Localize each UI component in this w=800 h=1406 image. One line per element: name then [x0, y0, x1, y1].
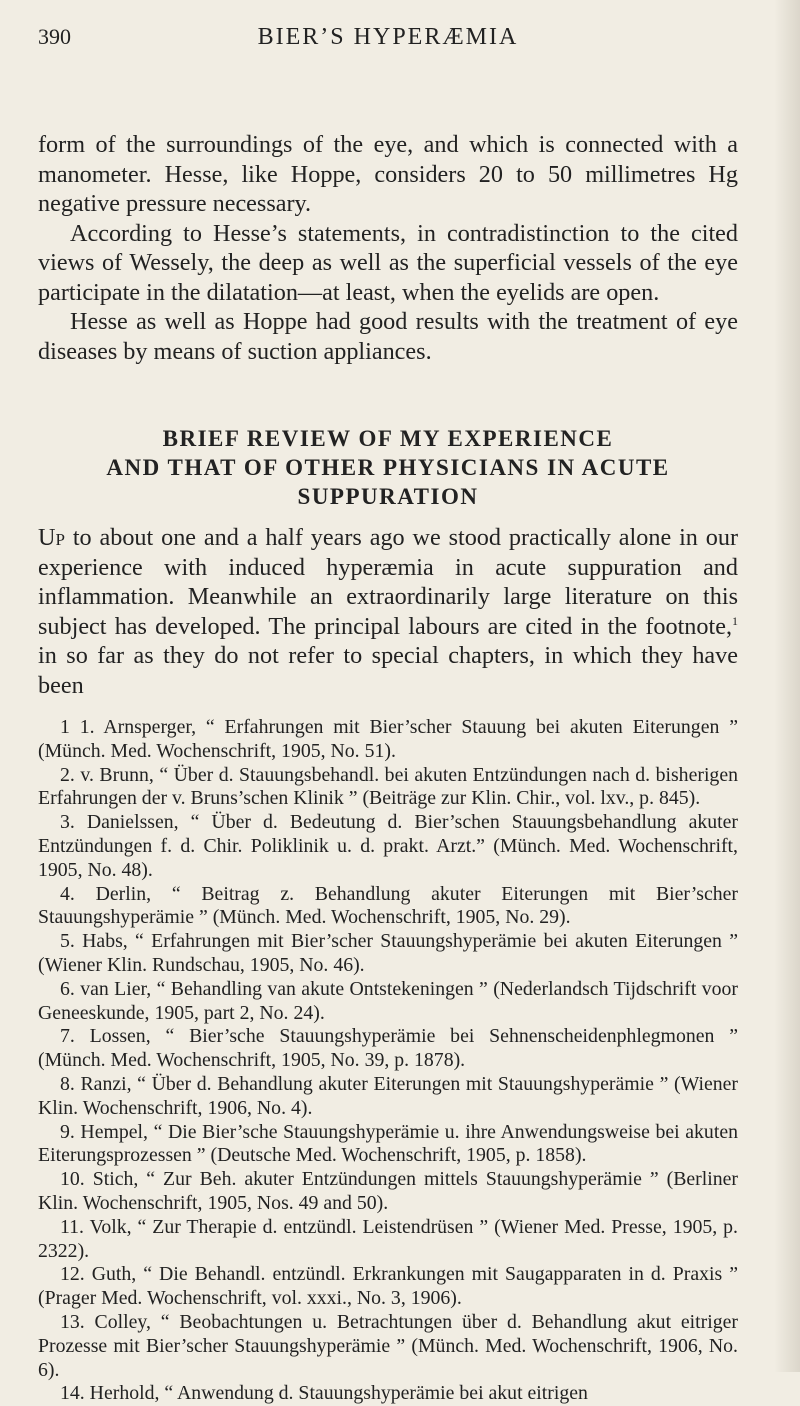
- page-edge-shadow: [774, 0, 800, 1372]
- footnotes: [38, 716, 738, 1406]
- paragraph: According to Hesse’s statements, in contradistinction to the cited views of Wessely, the deep as well as the superficial vessels of the eye participate in the dilatation—at least, when the eyelids are open.: [38, 219, 738, 306]
- footnote-entry: 9. Hempel, “ Die Bier’sche Stauungshyperämie u. ihre Anwendungsweise bei akuten Eiterungsprozessen ” (Deutsche Med. Wochenschrift, 1905, p. 1858).: [38, 1120, 738, 1167]
- footnote-entry: 3. Danielssen, “ Über d. Bedeutung d. Bier’schen Stauungsbehandlung akuter Entzündungen f. d. Chir. Poliklinik u. d. prakt. Arzt.” (Münch. Med. Wochenschrift, 1905, No. 48).: [38, 811, 738, 881]
- page-number: 390: [38, 24, 71, 49]
- footnote-entry: 12. Guth, “ Die Behandl. entzündl. Erkrankungen mit Saugapparaten in d. Praxis ” (Prager Med. Wochenschrift, vol. xxxi., No. 3, 1906).: [38, 1263, 738, 1310]
- paragraph-text: in so far as they do not refer to special chapters, in which they have been: [38, 642, 738, 699]
- paragraph: form of the surroundings of the eye, and which is connected with a manometer. Hesse, like Hoppe, considers 20 to 50 millimetres Hg negative pressure necessary.: [38, 131, 738, 217]
- footnote-entry: 2. v. Brunn, “ Über d. Stauungsbehandl. bei akuten Entzündungen nach d. bisherigen Erfahrungen der v. Bruns’schen Klinik ” (Beiträge zur Klin. Chir., vol. lxv., p. 845).: [38, 763, 738, 810]
- footnote-entry: 8. Ranzi, “ Über d. Behandlung akuter Eiterungen mit Stauungshyperämie ” (Wiener Klin. Wochenschrift, 1906, No. 4).: [38, 1072, 738, 1119]
- footnote-entry: 1 1. Arnsperger, “ Erfahrungen mit Bier’scher Stauung bei akuten Eiterungen ” (Münch. Med. Wochenschrift, 1905, No. 51).: [38, 716, 738, 762]
- lead-word: Up: [38, 524, 65, 551]
- footnote-entry: 13. Colley, “ Beobachtungen u. Betrachtungen über d. Behandlung akut eitriger Prozesse mit Bier’scher Stauungshyperämie ” (Münch. Med. Wochenschrift, 1906, No. 6).: [38, 1310, 738, 1381]
- footnote-ref: 1: [732, 613, 738, 628]
- footnote-entry: 5. Habs, “ Erfahrungen mit Bier’scher Stauungshyperämie bei akuten Eiterungen ” (Wiener Klin. Rundschau, 1905, No. 46).: [38, 930, 738, 976]
- footnote-entry: 4. Derlin, “ Beitrag z. Behandlung akuter Eiterungen mit Bier’scher Stauungshyperämie ” (Münch. Med. Wochenschrift, 1905, No. 29).: [38, 882, 738, 929]
- footnote-entry: 10. Stich, “ Zur Beh. akuter Entzündungen mittels Stauungshyperämie ” (Berliner Klin. Wochenschrift, 1905, Nos. 49 and 50).: [38, 1168, 738, 1214]
- intro-text: [38, 130, 738, 366]
- footnote-entry: 7. Lossen, “ Bier’sche Stauungshyperämie bei Sehnenscheidenphlegmonen ” (Münch. Med. Wochenschrift, 1905, No. 39, p. 1878).: [38, 1025, 738, 1072]
- book-page: [38, 22, 738, 1406]
- running-title: BIER’S HYPERÆMIA: [257, 24, 519, 50]
- heading-line: SUPPURATION: [297, 484, 479, 509]
- heading-line: AND THAT OF OTHER PHYSICIANS IN ACUTE: [106, 455, 670, 480]
- review-paragraph: [38, 523, 738, 700]
- paragraph: Hesse as well as Hoppe had good results with the treatment of eye diseases by means of suction appliances.: [38, 308, 738, 365]
- footnote-entry: 14. Herhold, “ Anwendung d. Stauungshyperämie bei akut eitrigen: [60, 1382, 588, 1405]
- section-heading: [38, 424, 738, 511]
- running-head: [38, 22, 738, 58]
- paragraph-text: to about one and a half years ago we stood practically alone in our experience with induced hyperæmia in acute suppuration and inflammation. Meanwhile an extraordinarily large literature on this subject has developed. The principal labours are cited in the footnote,: [38, 524, 738, 640]
- heading-line: BRIEF REVIEW OF MY EXPERIENCE: [162, 426, 614, 451]
- footnote-entry: 6. van Lier, “ Behandling van akute Ontstekeningen ” (Nederlandsch Tijdschrift voor Geneeskunde, 1905, part 2, No. 24).: [38, 977, 738, 1024]
- footnote-entry: 11. Volk, “ Zur Therapie d. entzündl. Leistendrüsen ” (Wiener Med. Presse, 1905, p. 2322).: [38, 1215, 738, 1262]
